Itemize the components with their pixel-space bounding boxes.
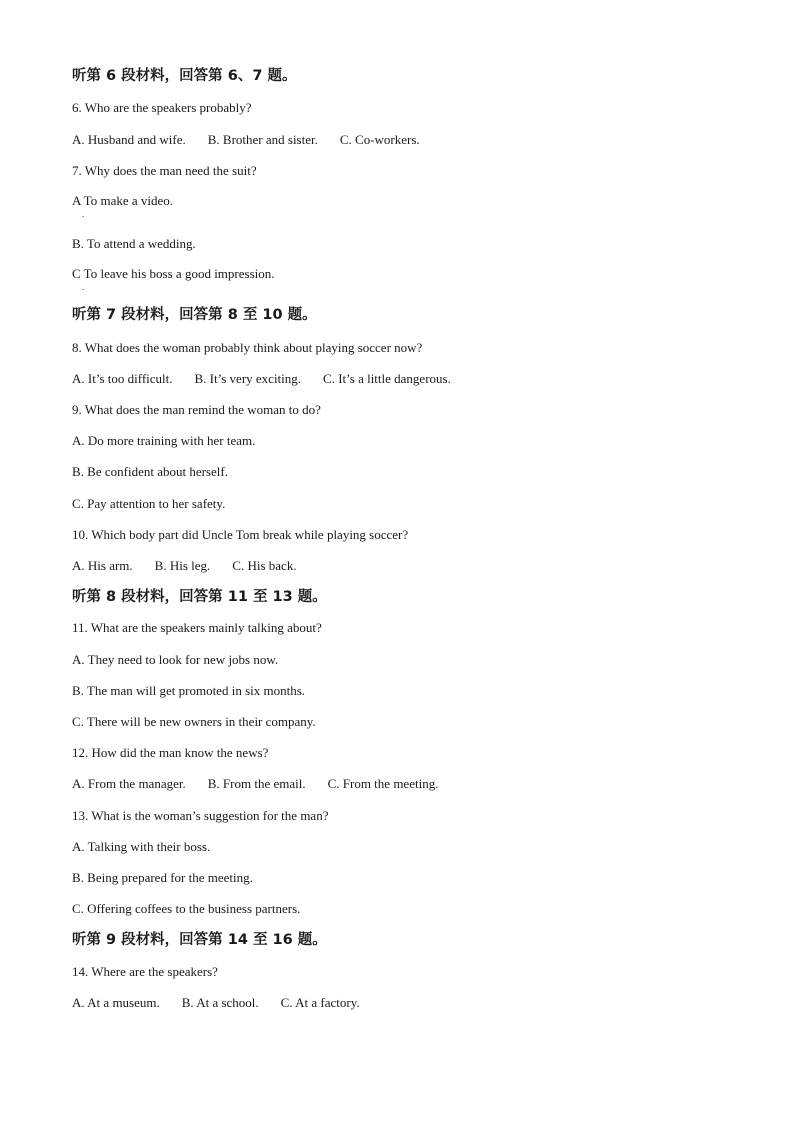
option-c: C. Pay attention to her safety. [72, 496, 226, 511]
option-a: A. Talking with their boss. [72, 839, 211, 854]
option-c: C. Co-workers. [339, 132, 420, 147]
options-row [72, 132, 442, 148]
option-a: A. His arm. [72, 558, 133, 573]
question-text: 14. Where are the speakers? [72, 964, 218, 979]
option-c: C. There will be new owners in their company. [72, 714, 316, 729]
option-a: A. Do more training with her team. [72, 433, 256, 448]
option-c: C. Offering coffees to the business partners. [72, 901, 301, 916]
option-a: A. Husband and wife. [72, 132, 186, 147]
punctuation-dot: . [82, 282, 85, 292]
section-heading: 听第 9 段材料，回答第 14 至 16 题。 [72, 932, 327, 948]
option-b: B. His leg. [154, 558, 211, 573]
option-b: B. Be confident about herself. [72, 464, 228, 479]
option-a: A. At a museum. [72, 995, 160, 1010]
option-a: A To make a video. [72, 193, 174, 208]
option-b: B. It’s very exciting. [194, 371, 302, 386]
question-text: 6. Who are the speakers probably? [72, 100, 252, 115]
option-a: A. It’s too difficult. [72, 371, 173, 386]
option-c: C. His back. [232, 558, 297, 573]
option-c: C. At a factory. [280, 995, 360, 1010]
option-b: B. Being prepared for the meeting. [72, 870, 253, 885]
option-b: B. Brother and sister. [207, 132, 318, 147]
question-text: 9. What does the man remind the woman to do? [72, 402, 321, 417]
section-heading: 听第 7 段材料，回答第 8 至 10 题。 [72, 307, 317, 323]
option-c: C. From the meeting. [327, 776, 439, 791]
section-heading: 听第 6 段材料，回答第 6、7 题。 [72, 68, 297, 84]
question-text: 10. Which body part did Uncle Tom break while playing soccer? [72, 527, 409, 542]
options-row [72, 558, 319, 574]
option-b: B. The man will get promoted in six months. [72, 683, 306, 698]
question-text: 12. How did the man know the news? [72, 745, 269, 760]
option-a: A. From the manager. [72, 776, 186, 791]
question-text: 7. Why does the man need the suit? [72, 163, 257, 178]
section-heading: 听第 8 段材料，回答第 11 至 13 题。 [72, 589, 327, 605]
option-c: C. It’s a little dangerous. [323, 371, 451, 386]
option-b: B. At a school. [181, 995, 259, 1010]
options-row [72, 776, 460, 792]
options-row [72, 995, 382, 1011]
option-c: C To leave his boss a good impression. [72, 266, 275, 281]
option-b: B. To attend a wedding. [72, 236, 196, 251]
question-text: 8. What does the woman probably think about playing soccer now? [72, 340, 423, 355]
options-row [72, 371, 473, 387]
punctuation-dot: . [82, 209, 85, 219]
question-text: 13. What is the woman’s suggestion for the man? [72, 808, 329, 823]
option-b: B. From the email. [207, 776, 306, 791]
option-a: A. They need to look for new jobs now. [72, 652, 279, 667]
question-text: 11. What are the speakers mainly talking about? [72, 620, 322, 635]
